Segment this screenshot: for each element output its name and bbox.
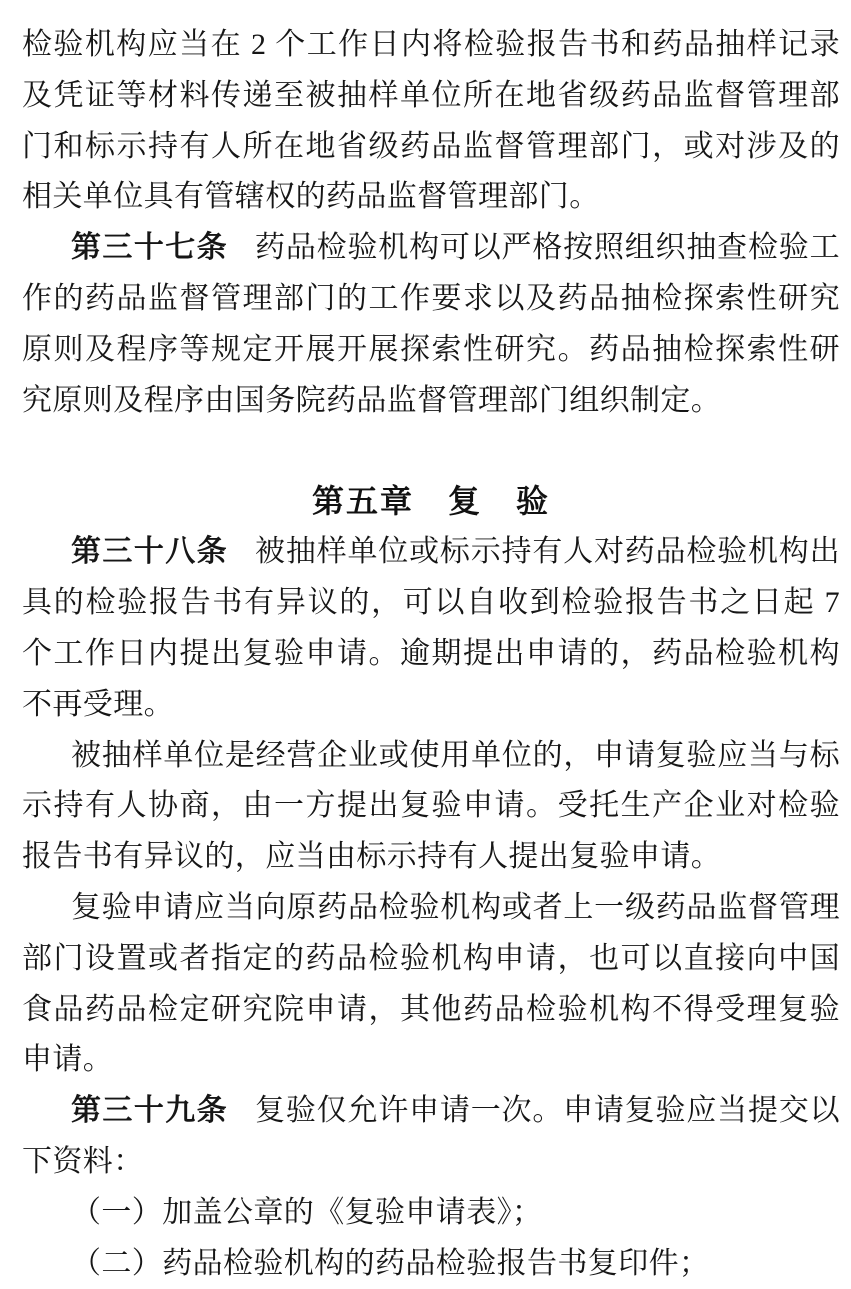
- list-item-2: （二）药品检验机构的药品检验报告书复印件；: [71, 1246, 710, 1280]
- list-item-1: （一）加盖公章的《复验申请表》；: [71, 1195, 543, 1229]
- article-38-text: 被抽样单位或标示持有人对药品检验机构出具的检验报告书有异议的，可以自收到检验报告书之日起 7 个工作日内提出复验申请。逾期提出申请的，药品检验机构不再受理。: [22, 535, 840, 721]
- article-37-label: 第三十七条: [71, 231, 229, 265]
- article-38-paragraph-2: 被抽样单位是经营企业或使用单位的，申请复验应当与标示持有人协商，由一方提出复验申请。受托生产企业对检验报告书有异议的，应当由标示持有人提出复验申请。: [22, 738, 840, 874]
- article-38-label: 第三十八条: [71, 535, 229, 569]
- article-37-text: 药品检验机构可以严格按照组织抽查检验工作的药品监督管理部门的工作要求以及药品抽检探索性研究原则及程序等规定开展开展探索性研究。药品抽检探索性研究原则及程序由国务院药品监督管理部门组织制定。: [22, 231, 840, 417]
- article-39-label: 第三十九条: [71, 1094, 229, 1128]
- article-37-paragraph: [22, 223, 840, 426]
- chapter-heading: 第五章 复 验: [311, 483, 550, 520]
- article-38-paragraph: [22, 527, 840, 730]
- article-38-paragraph-3: 复验申请应当向原药品检验机构或者上一级药品监督管理部门设置或者指定的药品检验机构申请，也可以直接向中国食品药品检定研究院申请，其他药品检验机构不得受理复验申请。: [22, 890, 840, 1077]
- article-39-text: 复验仅允许申请一次。申请复验应当提交以下资料：: [22, 1094, 840, 1178]
- paragraph-continuation: 检验机构应当在 2 个工作日内将检验报告书和药品抽样记录及凭证等材料传递至被抽样单位所在地省级药品监督管理部门和标示持有人所在地省级药品监督管理部门，或对涉及的相关单位具有管辖权的药品监督管理部门。: [22, 28, 840, 214]
- article-39-paragraph: [22, 1086, 840, 1188]
